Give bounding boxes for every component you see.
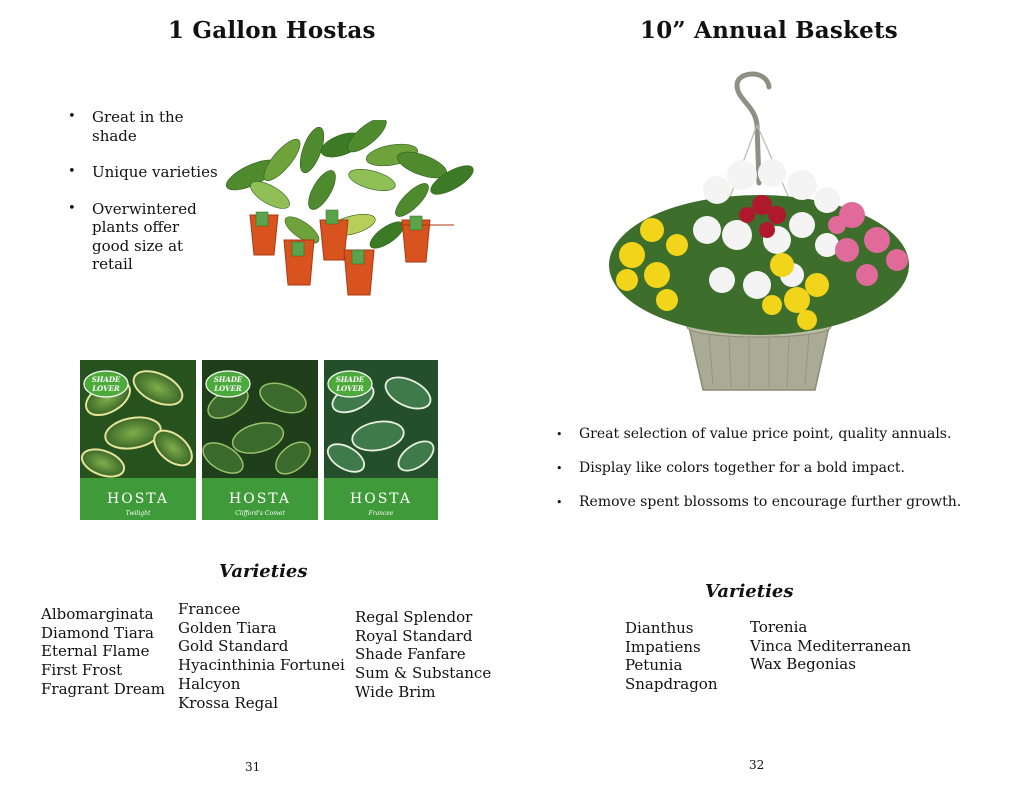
tag-badge-text: SHADE bbox=[91, 375, 121, 384]
tag-name: HOSTA bbox=[107, 491, 169, 507]
variety-item: Fragrant Dream bbox=[41, 679, 165, 698]
tag-badge-text: LOVER bbox=[336, 384, 364, 393]
variety-item: Petunia bbox=[625, 656, 683, 675]
bullet-item: • Overwintered plants offer good size at retail bbox=[68, 200, 218, 274]
tag-name: HOSTA bbox=[350, 491, 412, 507]
varieties-heading: Varieties bbox=[219, 561, 308, 582]
bullet-item: • Unique varieties bbox=[68, 163, 218, 182]
variety-item: Diamond Tiara bbox=[41, 623, 154, 642]
variety-item: First Frost bbox=[41, 661, 123, 680]
variety-item: Eternal Flame bbox=[41, 642, 150, 661]
right-page bbox=[512, 0, 1024, 791]
variety-item: Albomarginata bbox=[41, 605, 154, 623]
variety-item: Dianthus bbox=[625, 619, 694, 637]
bullet-list bbox=[556, 425, 1016, 527]
hosta-tags-art bbox=[78, 358, 440, 522]
page-title: 10” Annual Baskets bbox=[640, 17, 898, 44]
variety-item: Shade Fanfare bbox=[355, 645, 466, 664]
tag-badge-text: SHADE bbox=[213, 375, 243, 384]
variety-item: Gold Standard bbox=[178, 637, 289, 656]
tag-variety: Twilight bbox=[125, 510, 151, 517]
bullet-item: • Remove spent blossoms to encourage further growth. bbox=[556, 493, 1016, 512]
variety-item: Wax Begonias bbox=[750, 655, 856, 674]
varieties-column-1 bbox=[625, 619, 718, 694]
variety-item: Sum & Substance bbox=[355, 664, 492, 683]
tag-badge-text: LOVER bbox=[214, 384, 242, 393]
variety-item: Royal Standard bbox=[355, 626, 473, 645]
tag-badge-text: SHADE bbox=[335, 375, 365, 384]
variety-item: Francee bbox=[178, 600, 241, 618]
variety-item: Torenia bbox=[750, 618, 808, 636]
tag-badge-text: LOVER bbox=[92, 384, 120, 393]
varieties-column-2 bbox=[750, 618, 911, 674]
tag-variety: Clifford's Comet bbox=[235, 510, 285, 517]
hosta-tag-cliffords-comet bbox=[198, 360, 318, 520]
page-number: 31 bbox=[245, 760, 261, 774]
variety-item: Vinca Mediterranean bbox=[750, 636, 912, 655]
hosta-tag-francee bbox=[323, 360, 439, 520]
variety-item: Krossa Regal bbox=[178, 693, 279, 712]
varieties-column-3 bbox=[355, 608, 491, 702]
bullet-item: • Great selection of value price point, quality annuals. bbox=[556, 425, 1016, 444]
variety-item: Hyacinthinia Fortunei bbox=[178, 656, 345, 675]
variety-item: Regal Splendor bbox=[355, 608, 473, 626]
variety-item: Snapdragon bbox=[625, 675, 718, 694]
bullet-list bbox=[68, 108, 218, 292]
varieties-column-1 bbox=[41, 605, 165, 699]
variety-item: Wide Brim bbox=[355, 682, 436, 701]
tag-variety: Francee bbox=[368, 510, 394, 517]
bullet-item: • Display like colors together for a bold impact. bbox=[556, 459, 1016, 478]
hosta-tag-twilight bbox=[78, 360, 198, 520]
bullet-item: • Great in the shade bbox=[68, 108, 218, 145]
varieties-column-2 bbox=[178, 600, 345, 712]
variety-item: Impatiens bbox=[625, 637, 701, 656]
page-title: 1 Gallon Hostas bbox=[168, 17, 376, 44]
variety-item: Golden Tiara bbox=[178, 618, 277, 637]
variety-item: Halcyon bbox=[178, 674, 241, 693]
page-number: 32 bbox=[749, 758, 765, 772]
tag-name: HOSTA bbox=[229, 491, 291, 507]
hosta-tag-cards bbox=[78, 358, 440, 522]
varieties-heading: Varieties bbox=[705, 581, 794, 602]
hanging-basket-photo bbox=[597, 65, 922, 410]
hosta-pots-photo bbox=[212, 120, 484, 300]
